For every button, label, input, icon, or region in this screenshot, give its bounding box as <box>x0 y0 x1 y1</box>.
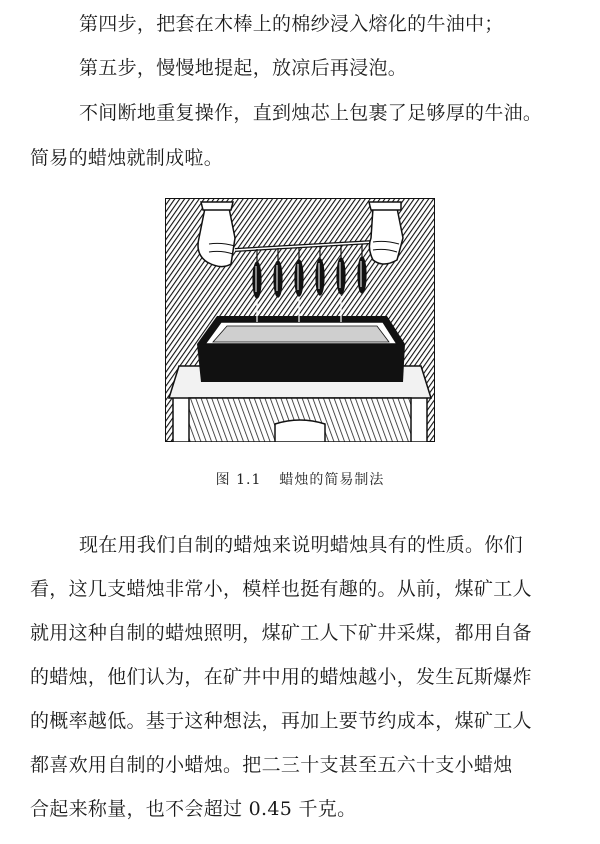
figure-caption-text: 蜡烛的简易制法 <box>279 472 385 488</box>
text-line-6: 都喜欢用自制的小蜡烛。把二三十支甚至五六十支小蜡烛 <box>30 754 513 776</box>
text-line-1: 现在用我们自制的蜡烛来说明蜡烛具有的性质。你们 <box>79 534 523 556</box>
text-line-7: 合起来称量，也不会超过 0.45 千克。 <box>30 798 357 820</box>
text-line-repeat: 不间断地重复操作，直到烛芯上包裹了足够厚的牛油。 <box>79 102 543 124</box>
text-line-done: 简易的蜡烛就制成啦。 <box>30 147 224 169</box>
text-line-4: 的蜡烛，他们认为，在矿井中用的蜡烛越小，发生瓦斯爆炸 <box>30 666 532 688</box>
figure-caption <box>0 471 600 489</box>
text-line-3: 就用这种自制的蜡烛照明，煤矿工人下矿井采煤，都用自备 <box>30 622 532 644</box>
text-line-step-5: 第五步，慢慢地提起，放凉后再浸泡。 <box>79 57 408 79</box>
text-line-2: 看，这几支蜡烛非常小，模样也挺有趣的。从前，煤矿工人 <box>30 578 532 600</box>
text-line-step-4: 第四步，把套在木棒上的棉纱浸入熔化的牛油中； <box>79 13 504 35</box>
candle-making-illustration <box>165 198 435 442</box>
figure-number: 图 1.1 <box>215 472 262 488</box>
text-line-5: 的概率越低。基于这种想法，再加上要节约成本，煤矿工人 <box>30 710 532 732</box>
